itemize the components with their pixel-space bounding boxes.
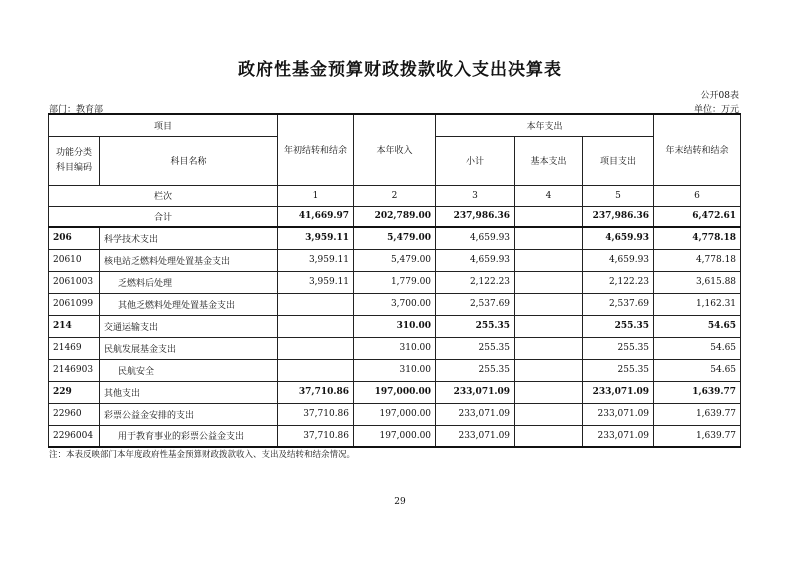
form-code: 公开08表 bbox=[700, 91, 739, 101]
row-income: 197,000.00 bbox=[354, 425, 436, 447]
row-subtotal: 233,071.09 bbox=[436, 403, 515, 425]
column-index-row bbox=[49, 185, 741, 206]
header-current-expenditure: 本年支出 bbox=[436, 114, 654, 136]
row-code: 2146903 bbox=[49, 359, 100, 381]
row-end: 1,162.31 bbox=[654, 293, 741, 315]
row-income: 310.00 bbox=[354, 315, 436, 337]
row-name: 彩票公益金安排的支出 bbox=[100, 403, 278, 425]
row-code: 20610 bbox=[49, 249, 100, 271]
row-name: 乏燃料后处理 bbox=[100, 271, 278, 293]
row-name: 科学技术支出 bbox=[100, 227, 278, 249]
row-basic bbox=[515, 403, 583, 425]
row-subtotal: 4,659.93 bbox=[436, 227, 515, 249]
department-label: 部门：教育部 bbox=[49, 105, 104, 115]
row-name: 其他乏燃料处理处置基金支出 bbox=[100, 293, 278, 315]
row-end: 3,615.88 bbox=[654, 271, 741, 293]
unit-label: 单位：万元 bbox=[693, 105, 739, 115]
row-subtotal: 2,537.69 bbox=[436, 293, 515, 315]
table-row bbox=[49, 381, 741, 403]
row-basic bbox=[515, 249, 583, 271]
column-index-1: 1 bbox=[278, 185, 354, 206]
row-income: 310.00 bbox=[354, 359, 436, 381]
header-begin-balance: 年初结转和结余 bbox=[278, 114, 354, 185]
column-index-2: 2 bbox=[354, 185, 436, 206]
page-title: 政府性基金预算财政拨款收入支出决算表 bbox=[238, 60, 562, 80]
row-end: 1,639.77 bbox=[654, 425, 741, 447]
table-row bbox=[49, 293, 741, 315]
total-begin: 41,669.97 bbox=[278, 206, 354, 227]
column-index-6: 6 bbox=[654, 185, 741, 206]
total-income: 202,789.00 bbox=[354, 206, 436, 227]
header-subtotal: 小计 bbox=[436, 136, 515, 185]
row-code: 2061003 bbox=[49, 271, 100, 293]
row-project: 255.35 bbox=[583, 315, 654, 337]
row-project: 233,071.09 bbox=[583, 403, 654, 425]
header-basic: 基本支出 bbox=[515, 136, 583, 185]
row-name: 用于教育事业的彩票公益金支出 bbox=[100, 425, 278, 447]
column-index-4: 4 bbox=[515, 185, 583, 206]
row-end: 54.65 bbox=[654, 315, 741, 337]
row-end: 54.65 bbox=[654, 337, 741, 359]
row-basic bbox=[515, 227, 583, 249]
row-code: 2296004 bbox=[49, 425, 100, 447]
row-begin bbox=[278, 337, 354, 359]
row-subtotal: 2,122.23 bbox=[436, 271, 515, 293]
row-code: 21469 bbox=[49, 337, 100, 359]
column-index-3: 3 bbox=[436, 185, 515, 206]
row-code: 229 bbox=[49, 381, 100, 403]
total-label: 合计 bbox=[49, 206, 278, 227]
row-subtotal: 233,071.09 bbox=[436, 425, 515, 447]
column-index-label: 栏次 bbox=[49, 185, 278, 206]
table-row bbox=[49, 271, 741, 293]
row-name: 民航安全 bbox=[100, 359, 278, 381]
table-row bbox=[49, 425, 741, 447]
row-income: 197,000.00 bbox=[354, 403, 436, 425]
row-code: 2061099 bbox=[49, 293, 100, 315]
row-end: 54.65 bbox=[654, 359, 741, 381]
row-basic bbox=[515, 315, 583, 337]
table-row bbox=[49, 403, 741, 425]
row-basic bbox=[515, 293, 583, 315]
row-income: 310.00 bbox=[354, 337, 436, 359]
header-row-1 bbox=[49, 114, 741, 136]
header-xiangmu: 项目 bbox=[49, 114, 278, 136]
header-code-line1: 功能分类 bbox=[55, 147, 92, 158]
row-income: 1,779.00 bbox=[354, 271, 436, 293]
row-end: 4,778.18 bbox=[654, 227, 741, 249]
row-name: 民航发展基金支出 bbox=[100, 337, 278, 359]
row-project: 233,071.09 bbox=[583, 381, 654, 403]
row-income: 5,479.00 bbox=[354, 227, 436, 249]
total-subtotal: 237,986.36 bbox=[436, 206, 515, 227]
total-basic bbox=[515, 206, 583, 227]
row-begin bbox=[278, 359, 354, 381]
table-row bbox=[49, 337, 741, 359]
row-income: 197,000.00 bbox=[354, 381, 436, 403]
table-row bbox=[49, 359, 741, 381]
row-begin: 37,710.86 bbox=[278, 425, 354, 447]
row-basic bbox=[515, 337, 583, 359]
row-code: 214 bbox=[49, 315, 100, 337]
row-subtotal: 233,071.09 bbox=[436, 381, 515, 403]
row-project: 233,071.09 bbox=[583, 425, 654, 447]
row-begin bbox=[278, 293, 354, 315]
row-begin bbox=[278, 315, 354, 337]
page-number: 29 bbox=[394, 497, 406, 507]
row-project: 255.35 bbox=[583, 337, 654, 359]
row-end: 1,639.77 bbox=[654, 403, 741, 425]
table-row bbox=[49, 315, 741, 337]
row-end: 4,778.18 bbox=[654, 249, 741, 271]
row-income: 5,479.00 bbox=[354, 249, 436, 271]
row-subtotal: 4,659.93 bbox=[436, 249, 515, 271]
header-code bbox=[49, 136, 100, 185]
row-begin: 3,959.11 bbox=[278, 227, 354, 249]
header-project: 项目支出 bbox=[583, 136, 654, 185]
total-row bbox=[49, 206, 741, 227]
row-project: 4,659.93 bbox=[583, 249, 654, 271]
row-begin: 37,710.86 bbox=[278, 381, 354, 403]
row-basic bbox=[515, 271, 583, 293]
row-end: 1,639.77 bbox=[654, 381, 741, 403]
row-subtotal: 255.35 bbox=[436, 359, 515, 381]
table-row bbox=[49, 227, 741, 249]
row-name: 核电站乏燃料处理处置基金支出 bbox=[100, 249, 278, 271]
row-income: 3,700.00 bbox=[354, 293, 436, 315]
row-basic bbox=[515, 359, 583, 381]
row-project: 4,659.93 bbox=[583, 227, 654, 249]
header-income: 本年收入 bbox=[354, 114, 436, 185]
header-end-balance: 年末结转和结余 bbox=[654, 114, 741, 185]
table-note: 注：本表反映部门本年度政府性基金预算财政拨款收入、支出及结转和结余情况。 bbox=[49, 450, 356, 460]
row-basic bbox=[515, 381, 583, 403]
row-project: 2,122.23 bbox=[583, 271, 654, 293]
row-subtotal: 255.35 bbox=[436, 315, 515, 337]
row-basic bbox=[515, 425, 583, 447]
header-code-line2: 科目编码 bbox=[55, 162, 92, 173]
table-row bbox=[49, 249, 741, 271]
row-begin: 3,959.11 bbox=[278, 271, 354, 293]
row-subtotal: 255.35 bbox=[436, 337, 515, 359]
row-project: 255.35 bbox=[583, 359, 654, 381]
budget-table bbox=[48, 113, 741, 448]
row-name: 其他支出 bbox=[100, 381, 278, 403]
total-end: 6,472.61 bbox=[654, 206, 741, 227]
total-project: 237,986.36 bbox=[583, 206, 654, 227]
row-name: 交通运输支出 bbox=[100, 315, 278, 337]
row-begin: 37,710.86 bbox=[278, 403, 354, 425]
column-index-5: 5 bbox=[583, 185, 654, 206]
row-code: 22960 bbox=[49, 403, 100, 425]
row-project: 2,537.69 bbox=[583, 293, 654, 315]
row-code: 206 bbox=[49, 227, 100, 249]
row-begin: 3,959.11 bbox=[278, 249, 354, 271]
header-name: 科目名称 bbox=[100, 136, 278, 185]
